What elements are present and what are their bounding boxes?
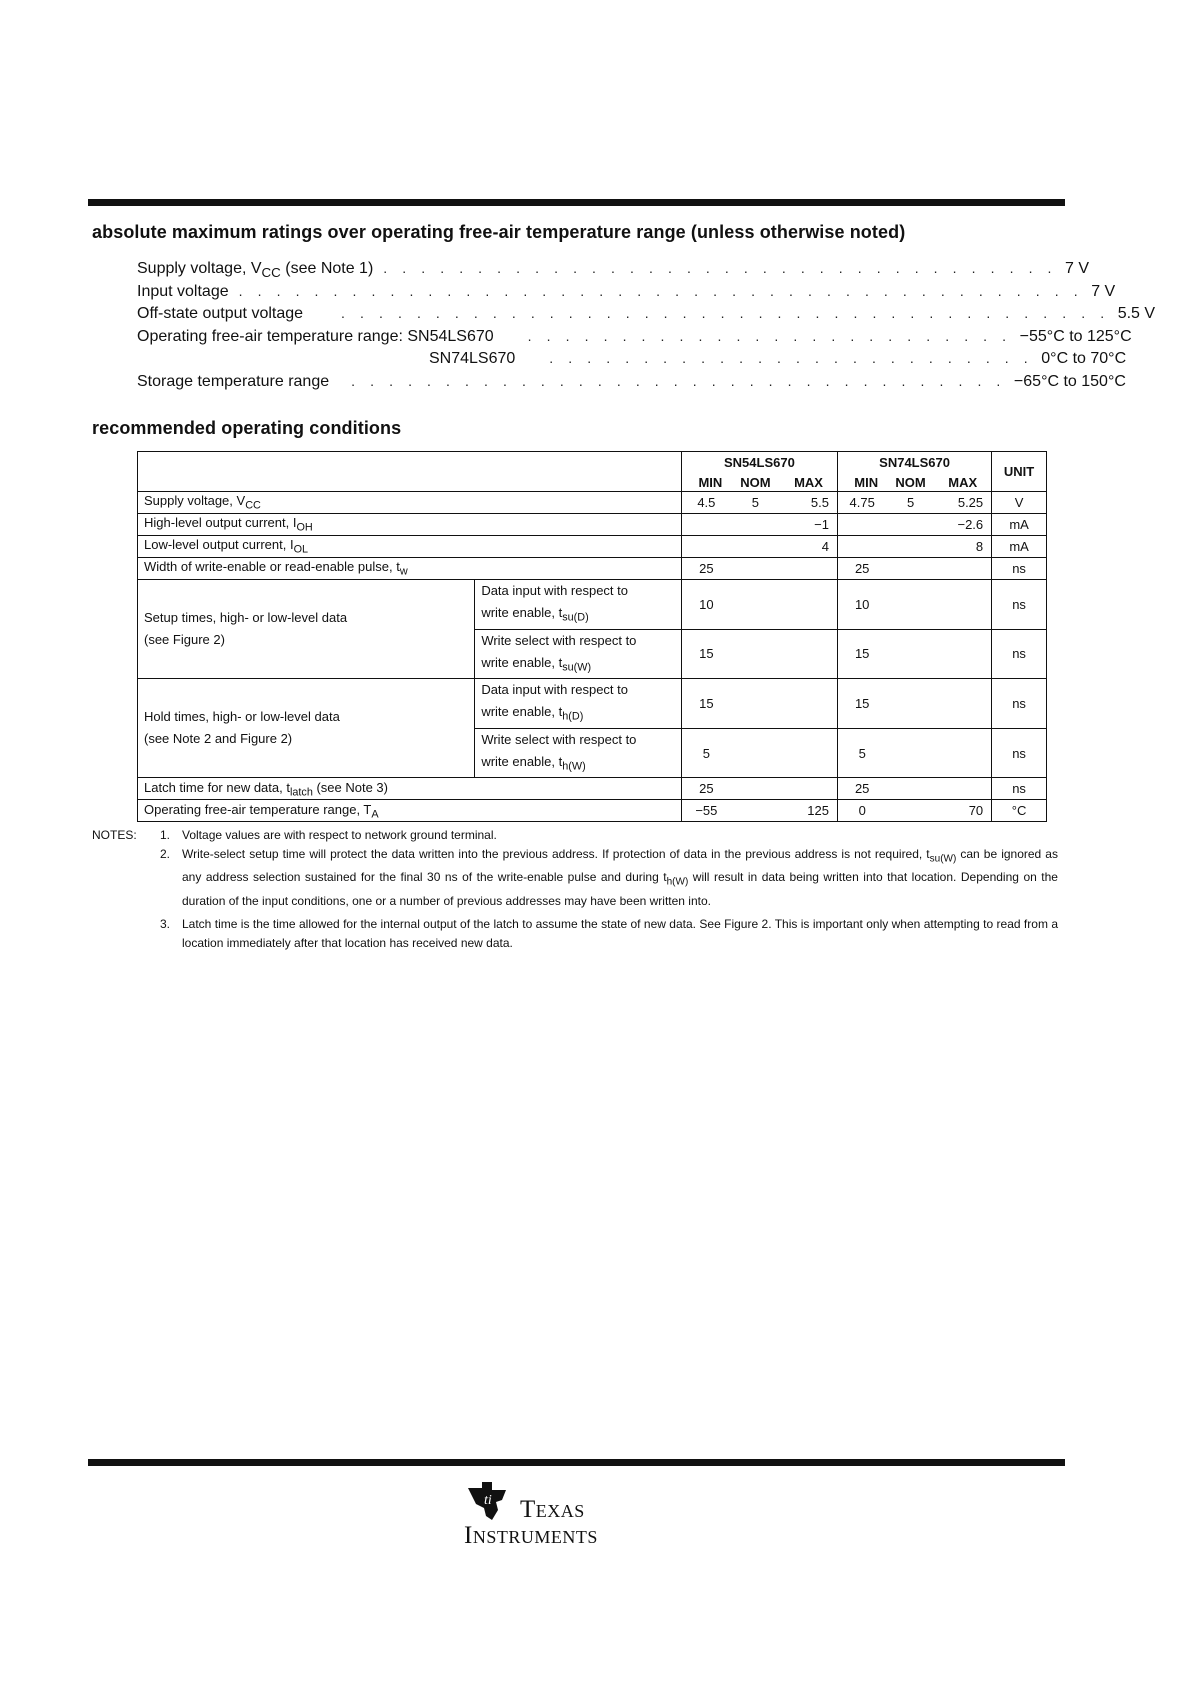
col-nom: NOM xyxy=(740,474,771,490)
table-row: High-level output current, $I_{OH}$ −1 −2.6 mA xyxy=(138,514,1047,536)
table-row: Operating free-air temperature range, $T_A$ −55 125 0 70 °C xyxy=(138,800,1047,822)
table-row: Hold times, high- or low-level data (see Note 2 and Figure 2) Data input with respect to write enable, $t_{h(D)}$ 15 15 ns xyxy=(138,679,1047,729)
logo-line1: Texas xyxy=(520,1496,585,1523)
notes-header: NOTES: xyxy=(92,828,137,842)
col-max: MAX xyxy=(794,474,823,490)
leader-dots: . . . . . . . . . . . . . . . . . . . . . . . . . . . . . . . . . . . . xyxy=(383,260,1058,276)
leader-dots: . . . . . . . . . . . . . . . . . . . . . . . . . . xyxy=(527,327,1012,344)
roc-heading: recommended operating conditions xyxy=(92,418,402,438)
leader-dots: . . . . . . . . . . . . . . . . . . . . . . . . . . . . . . . . . . . xyxy=(351,372,1006,389)
col-max: MAX xyxy=(948,474,978,490)
amr-row: Off-state output voltage . . . . . . . . . . . . . . . . . . . . . . . . . . . . . . . . . . . . . . . . . 5.5 V xyxy=(137,305,1156,322)
col-min: MIN xyxy=(698,474,723,490)
amr-value: 5.5 V xyxy=(1117,305,1156,322)
leader-dots: . . . . . . . . . . . . . . . . . . . . . . . . . . . . . . . . . . . . . . . . . xyxy=(341,305,1110,321)
notes xyxy=(92,826,1058,953)
table-header-row xyxy=(138,452,1047,474)
note-3: 3. Latch time is the time allowed for the internal output of the latch to assume the state of new data. See Figure 2. This is important only when attempting to read from a location immediately after that location has received new data. xyxy=(160,916,1058,950)
amr-row: Input voltage . . . . . . . . . . . . . . . . . . . . . . . . . . . . . . . . . . . . . . . . . . . . . 7 V xyxy=(137,282,1116,300)
bottom-rule xyxy=(88,1459,1065,1466)
ti-state-icon xyxy=(462,1480,516,1524)
top-rule xyxy=(88,199,1065,206)
logo-line2: Instruments xyxy=(464,1522,598,1549)
amr-row xyxy=(137,350,1127,373)
table-row: Low-level output current, $I_{OL}$ 4 8 mA xyxy=(138,536,1047,558)
amr-heading: absolute maximum ratings over operating free-air temperature range (unless otherwise noted) xyxy=(92,222,906,242)
amr-value: −55°C to 125°C xyxy=(1019,327,1132,345)
amr-value: 7 V xyxy=(1065,260,1090,277)
amr-row: Operating free-air temperature range: SN54LS670 . . . . . . . . . . . . . . . . . . . . . . . . . . −55°C to 125°C xyxy=(137,327,1132,345)
note-1: 1. Voltage values are with respect to network ground terminal. xyxy=(160,828,497,842)
svg-text:ti: ti xyxy=(484,1493,492,1508)
note-2: 2. Write-select setup time will protect the data written into the previous address. If protection of data in the previous address is not required, $t_{su(W)}$ can be ignored as any address selection sustained for the final 30 ns of the write-enable pulse and during $t_{h(W)}$ will result in data being written into that location. Depending on the duration of the input conditions, one or a number of previous addresses may have been written into. xyxy=(160,847,1058,908)
col-min: MIN xyxy=(854,474,879,490)
amr-value: −65°C to 150°C xyxy=(1013,372,1126,390)
recommended-operating-conditions-table xyxy=(137,451,1047,822)
group-header-54: SN54LS670 xyxy=(681,452,837,474)
table-row: Supply voltage, $V_{CC}$ 4.5 5 5.5 4.75 5 5.25 V xyxy=(138,492,1047,514)
device-name: SN74LS670 xyxy=(429,350,516,367)
table-row: Write select with respect to write enable, $t_{h(W)}$ 5 5 ns xyxy=(138,728,1047,778)
device-name: SN54LS670 xyxy=(407,327,494,345)
table-row: Latch time for new data, $t_{latch}$ (see Note 3) 25 25 ns xyxy=(138,778,1047,800)
leader-dots: . . . . . . . . . . . . . . . . . . . . . . . . . . xyxy=(549,350,1034,366)
table-row: Width of write-enable or read-enable pulse, $t_w$ 25 25 ns xyxy=(138,558,1047,580)
texas-instruments-logo xyxy=(462,1478,672,1550)
col-nom: NOM xyxy=(895,474,926,490)
abs-max-ratings-list xyxy=(137,260,1156,395)
unit-header: UNIT xyxy=(992,452,1047,492)
amr-value: 0°C to 70°C xyxy=(1041,350,1127,367)
table-row: Setup times, high- or low-level data (see Figure 2) Data input with respect to write enable, $t_{su(D)}$ 10 10 ns xyxy=(138,580,1047,630)
leader-dots: . . . . . . . . . . . . . . . . . . . . . . . . . . . . . . . . . . . . . . . . . . . . . xyxy=(238,282,1084,299)
amr-value: 7 V xyxy=(1091,282,1116,300)
amr-row: Supply voltage, $V_{CC}$ (see Note 1) . . . . . . . . . . . . . . . . . . . . . . . . . . . . . . . . . . . . 7 V xyxy=(137,260,1090,281)
table-row: Write select with respect to write enable, $t_{su(W)}$ 15 15 ns xyxy=(138,629,1047,679)
amr-row: Storage temperature range . . . . . . . . . . . . . . . . . . . . . . . . . . . . . . . . . . . −65°C to 150°C xyxy=(137,372,1126,390)
group-header-74: SN74LS670 xyxy=(837,452,991,474)
